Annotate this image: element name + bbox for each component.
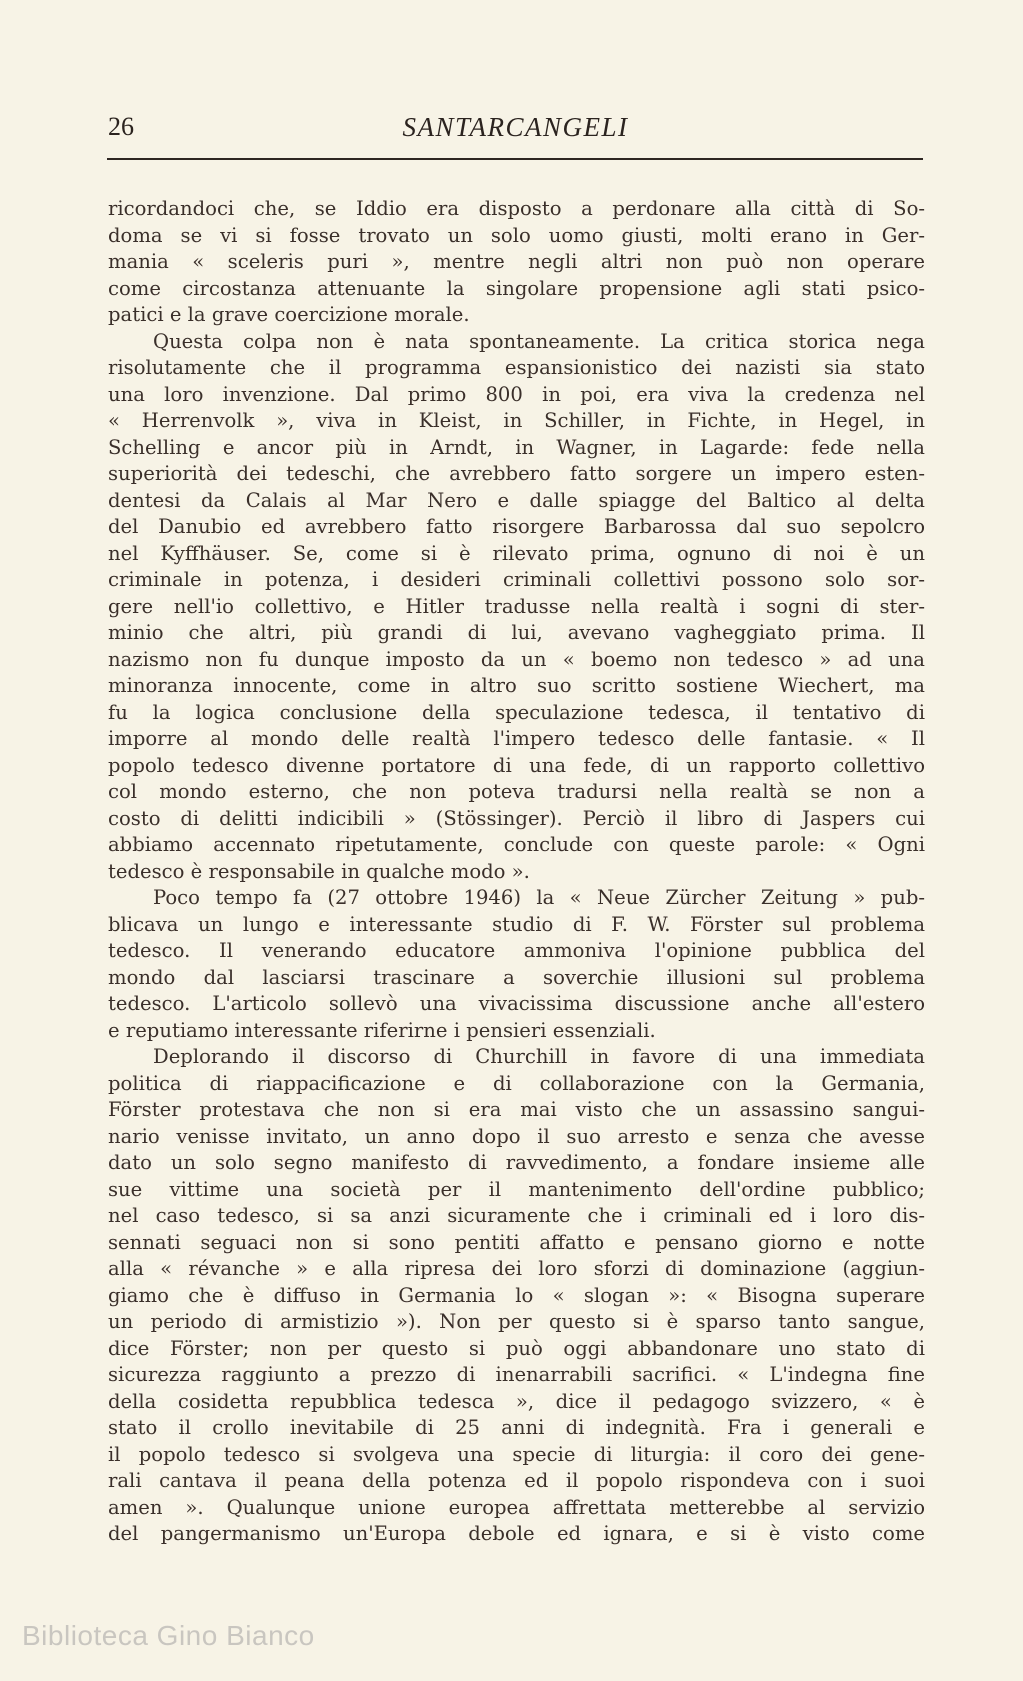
text-line: rali cantava il peana della potenza ed il popolo rispondeva con i suoi — [108, 1469, 925, 1492]
library-watermark: Biblioteca Gino Bianco — [22, 1620, 315, 1651]
text-line: nel caso tedesco, si sa anzi sicuramente che i criminali ed i loro dis- — [108, 1204, 925, 1227]
text-line: patici e la grave coercizione morale. — [108, 303, 470, 326]
text-line: alla « révanche » e alla ripresa dei loro sforzi di dominazione (aggiun- — [108, 1257, 925, 1280]
text-line: blicava un lungo e interessante studio di F. W. Förster sul problema — [108, 912, 925, 936]
text-line: doma se vi si fosse trovato un solo uomo giusti, molti erano in Ger- — [108, 223, 925, 247]
text-line: Poco tempo fa (27 ottobre 1946) la « Neue Zürcher Zeitung » pub- — [153, 886, 925, 909]
header-rule — [107, 158, 923, 160]
text-line: risolutamente che il programma espansionistico dei nazisti sia stato — [108, 356, 925, 379]
text-line: nario venisse invitato, un anno dopo il suo arresto e senza che avesse — [108, 1124, 925, 1148]
text-line: stato il crollo inevitabile di 25 anni di indegnità. Fra i generali e — [108, 1416, 925, 1439]
text-line: tedesco. Il venerando educatore ammoniva l'opinione pubblica del — [108, 939, 925, 962]
text-line: costo di delitti indicibili » (Stössinger). Perciò il libro di Jaspers cui — [108, 806, 925, 830]
body-text — [108, 196, 925, 1548]
page-header — [108, 112, 923, 162]
text-line: tedesco. L'articolo sollevò una vivacissima discussione anche all'estero — [108, 992, 925, 1015]
text-line: Schelling e ancor più in Arndt, in Wagner, in Lagarde: fede nella — [108, 435, 925, 459]
text-line: Förster protestava che non si era mai visto che un assassino sangui- — [108, 1098, 925, 1121]
text-line: giamo che è diffuso in Germania lo « slogan »: « Bisogna superare — [108, 1283, 925, 1307]
text-line: del pangermanismo un'Europa debole ed ignara, e si è visto come — [108, 1522, 925, 1545]
text-line: dice Förster; non per questo si può oggi abbandonare uno stato di — [108, 1336, 925, 1360]
text-line: sennati seguaci non si sono pentiti affatto e pensano giorno e notte — [108, 1230, 925, 1254]
text-line: « Herrenvolk », viva in Kleist, in Schiller, in Fichte, in Hegel, in — [108, 409, 925, 432]
text-line: criminale in potenza, i desideri criminali collettivi possono solo sor- — [108, 568, 925, 591]
page-number: 26 — [108, 112, 134, 141]
text-line: il popolo tedesco si svolgeva una specie di liturgia: il coro dei gene- — [108, 1442, 925, 1466]
text-line: Questa colpa non è nata spontaneamente. La critica storica nega — [153, 329, 925, 353]
text-line: nazismo non fu dunque imposto da un « boemo non tedesco » ad una — [108, 647, 925, 671]
text-line: superiorità dei tedeschi, che avrebbero fatto sorgere un impero esten- — [108, 462, 925, 485]
text-line: dentesi da Calais al Mar Nero e dalle spiagge del Baltico al delta — [108, 488, 925, 512]
text-line: dato un solo segno manifesto di ravvedimento, a fondare insieme alle — [108, 1151, 925, 1174]
text-line: come circostanza attenuante la singolare propensione agli stati psico- — [108, 276, 925, 300]
text-line: e reputiamo interessante riferirne i pensieri essenziali. — [108, 1018, 656, 1042]
text-line: mondo dal lasciarsi trascinare a soverchie illusioni sul problema — [108, 965, 925, 989]
text-line: sue vittime una società per il mantenimento dell'ordine pubblico; — [108, 1177, 925, 1201]
text-line: minio che altri, più grandi di lui, avevano vagheggiato prima. Il — [108, 621, 925, 644]
text-line: tedesco è responsabile in qualche modo ». — [108, 859, 530, 883]
text-line: amen ». Qualunque unione europea affrettata metterebbe al servizio — [108, 1495, 925, 1519]
text-line: ricordandoci che, se Iddio era disposto a perdonare alla città di So- — [108, 197, 925, 220]
text-line: un periodo di armistizio »). Non per questo si è sparso tanto sangue, — [108, 1310, 925, 1333]
text-line: della cosidetta repubblica tedesca », dice il pedagogo svizzero, « è — [108, 1389, 925, 1413]
text-line: nel Kyffhäuser. Se, come si è rilevato prima, ognuno di noi è un — [108, 541, 925, 565]
text-line: politica di riappacificazione e di collaborazione con la Germania, — [108, 1071, 925, 1095]
text-line: abbiamo accennato ripetutamente, conclude con queste parole: « Ogni — [108, 833, 925, 856]
running-head: SANTARCANGELI — [402, 112, 629, 142]
text-line: minoranza innocente, come in altro suo scritto sostiene Wiechert, ma — [108, 674, 925, 697]
text-line: fu la logica conclusione della speculazione tedesca, il tentativo di — [108, 700, 925, 724]
text-line: una loro invenzione. Dal primo 800 in poi, era viva la credenza nel — [108, 382, 925, 406]
text-line: del Danubio ed avrebbero fatto risorgere Barbarossa dal suo sepolcro — [108, 515, 925, 538]
text-line: Deplorando il discorso di Churchill in favore di una immediata — [153, 1045, 925, 1068]
text-line: popolo tedesco divenne portatore di una fede, di un rapporto collettivo — [108, 753, 925, 777]
text-line: mania « sceleris puri », mentre negli altri non può non operare — [108, 250, 925, 273]
text-line: sicurezza raggiunto a prezzo di inenarrabili sacrifici. « L'indegna fine — [108, 1363, 925, 1386]
text-line: imporre al mondo delle realtà l'impero tedesco delle fantasie. « Il — [108, 727, 925, 750]
text-line: col mondo esterno, che non poteva tradursi nella realtà se non a — [108, 780, 925, 803]
text-line: gere nell'io collettivo, e Hitler tradusse nella realtà i sogni di ster- — [108, 594, 925, 618]
